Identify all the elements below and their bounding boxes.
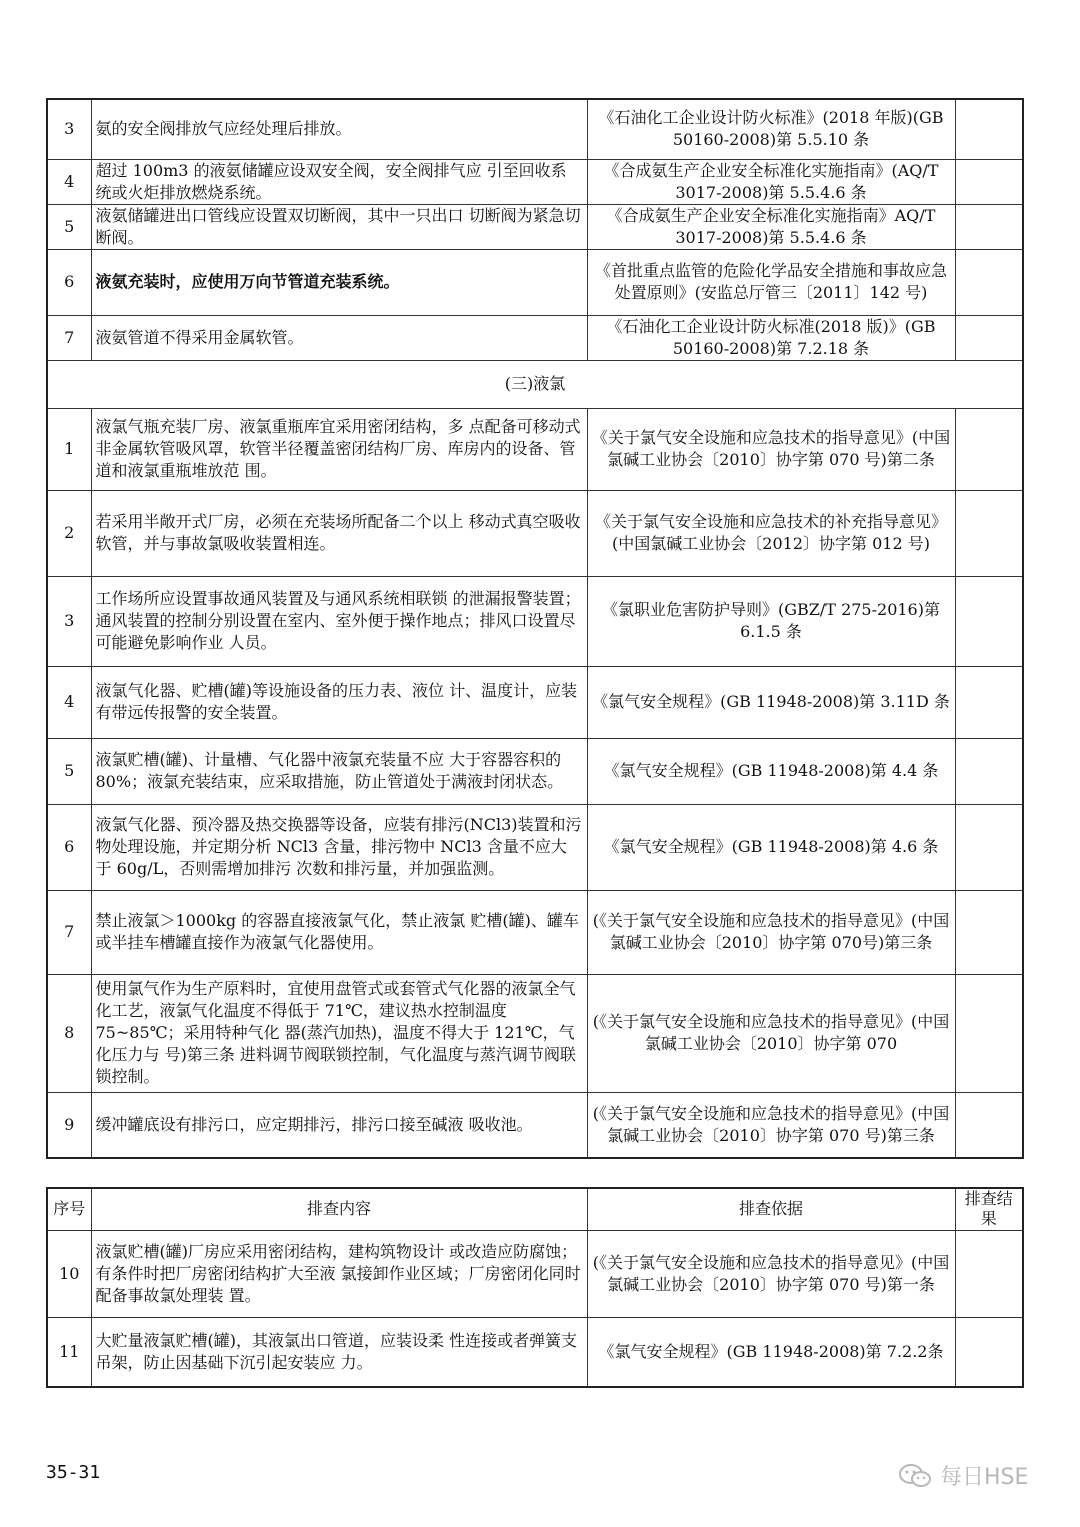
check-result bbox=[955, 159, 1023, 204]
row-number: 7 bbox=[47, 315, 91, 360]
watermark-text: 每日HSE bbox=[940, 1465, 1029, 1490]
table-row bbox=[47, 1230, 1023, 1317]
row-number: 4 bbox=[47, 666, 91, 738]
check-content: 工作场所应设置事故通风装置及与通风系统相联锁 的泄漏报警装置；通风装置的控制分别设置在室内、室外便于操作地点；排风口设置尽可能避免影响作业 人员。 bbox=[91, 576, 587, 666]
check-basis: 《氯气安全规程》(GB 11948-2008)第 3.11D 条 bbox=[587, 666, 955, 738]
check-basis: (《关于氯气安全设施和应急技术的指导意见》(中国氯碱工业协会〔2010〕协字第 070 号)第三条 bbox=[587, 1092, 955, 1158]
header-result: 排查结果 bbox=[955, 1188, 1023, 1230]
table-row bbox=[47, 408, 1023, 490]
check-result bbox=[955, 576, 1023, 666]
check-basis: (《关于氯气安全设施和应急技术的指导意见》(中国氯碱工业协会〔2010〕协字第 070 号)第一条 bbox=[587, 1230, 955, 1317]
section-row bbox=[47, 360, 1023, 408]
watermark bbox=[898, 1460, 1028, 1491]
checklist-table-upper bbox=[46, 98, 1024, 1159]
table-row bbox=[47, 666, 1023, 738]
check-result bbox=[955, 974, 1023, 1092]
header-basis: 排查依据 bbox=[587, 1188, 955, 1230]
row-number: 3 bbox=[47, 99, 91, 159]
check-content: 液氨储罐进出口管线应设置双切断阀，其中一只出口 切断阀为紧急切断阀。 bbox=[91, 204, 587, 249]
table-row bbox=[47, 315, 1023, 360]
table-row bbox=[47, 576, 1023, 666]
header-number: 序号 bbox=[47, 1188, 91, 1230]
check-content: 液氨管道不得采用金属软管。 bbox=[91, 315, 587, 360]
check-result bbox=[955, 99, 1023, 159]
table-row bbox=[47, 1092, 1023, 1158]
check-result bbox=[955, 1230, 1023, 1317]
row-number: 7 bbox=[47, 890, 91, 974]
check-content: 氨的安全阀排放气应经处理后排放。 bbox=[91, 99, 587, 159]
check-basis: 《氯气安全规程》(GB 11948-2008)第 7.2.2条 bbox=[587, 1317, 955, 1387]
row-number: 4 bbox=[47, 159, 91, 204]
table-row bbox=[47, 204, 1023, 249]
check-content: 超过 100m3 的液氨储罐应设双安全阀，安全阀排气应 引至回收系统或火炬排放燃烧系统。 bbox=[91, 159, 587, 204]
check-basis: 《氯气安全规程》(GB 11948-2008)第 4.4 条 bbox=[587, 738, 955, 804]
check-content: 使用氯气作为生产原料时，宜使用盘管式或套管式气化器的液氯全气化工艺，液氯气化温度不得低于 71℃，建议热水控制温度 75~85℃；采用特种气化 器(蒸汽加热)，温度不得大于 121℃，气化压力与 号)第三条 进料调节阀联锁控制，气化温度与蒸汽调节阀联锁控制。 bbox=[91, 974, 587, 1092]
check-content: 液氯气化器、预冷器及热交换器等设备，应装有排污(NCl3)装置和污物处理设施，并定期分析 NCl3 含量，排污物中 NCl3 含量不应大于 60g/L，否则需增加排污 次数和排污量，并加强监测。 bbox=[91, 804, 587, 890]
row-number: 5 bbox=[47, 204, 91, 249]
check-basis: 《合成氨生产企业安全标准化实施指南》(AQ/T 3017-2008)第 5.5.4.6 条 bbox=[587, 159, 955, 204]
check-basis: 《首批重点监管的危险化学品安全措施和事故应急处置原则》(安监总厅管三〔2011〕142 号) bbox=[587, 249, 955, 315]
table-row bbox=[47, 99, 1023, 159]
check-result bbox=[955, 804, 1023, 890]
table-row bbox=[47, 738, 1023, 804]
row-number: 11 bbox=[47, 1317, 91, 1387]
check-content: 液氯贮槽(罐)、计量槽、气化器中液氯充装量不应 大于容器容积的 80%；液氯充装结束，应采取措施，防止管道处于满液封闭状态。 bbox=[91, 738, 587, 804]
check-result bbox=[955, 408, 1023, 490]
check-basis: 《氯气安全规程》(GB 11948-2008)第 4.6 条 bbox=[587, 804, 955, 890]
checklist-table-lower bbox=[46, 1187, 1024, 1388]
check-result bbox=[955, 204, 1023, 249]
check-basis: 《合成氨生产企业安全标准化实施指南》AQ/T 3017-2008)第 5.5.4.6 条 bbox=[587, 204, 955, 249]
check-result bbox=[955, 738, 1023, 804]
check-result bbox=[955, 890, 1023, 974]
check-content: 液氯气化器、贮槽(罐)等设施设备的压力表、液位 计、温度计，应装有带远传报警的安全装置。 bbox=[91, 666, 587, 738]
check-content: 液氯贮槽(罐)厂房应采用密闭结构，建构筑物设计 或改造应防腐蚀；有条件时把厂房密闭结构扩大至液 氯接卸作业区域；厂房密闭化同时配备事故氯处理装 置。 bbox=[91, 1230, 587, 1317]
row-number: 1 bbox=[47, 408, 91, 490]
row-number: 8 bbox=[47, 974, 91, 1092]
table-row bbox=[47, 804, 1023, 890]
table-header-row bbox=[47, 1188, 1023, 1230]
row-number: 5 bbox=[47, 738, 91, 804]
check-basis: 《氯职业危害防护导则》(GBZ/T 275-2016)第 6.1.5 条 bbox=[587, 576, 955, 666]
check-basis: 《关于氯气安全设施和应急技术的指导意见》(中国氯碱工业协会〔2010〕协字第 070 号)第二条 bbox=[587, 408, 955, 490]
check-content: 液氯气瓶充装厂房、液氯重瓶库宜采用密闭结构，多 点配备可移动式非金属软管吸风罩，软管半径覆盖密闭结构厂房、库房内的设备、管道和液氯重瓶堆放范 围。 bbox=[91, 408, 587, 490]
wechat-icon bbox=[898, 1463, 932, 1489]
check-result bbox=[955, 1092, 1023, 1158]
check-content: 缓冲罐底设有排污口，应定期排污，排污口接至碱液 吸收池。 bbox=[91, 1092, 587, 1158]
check-basis: (《关于氯气安全设施和应急技术的指导意见》(中国氯碱工业协会〔2010〕协字第 070 bbox=[587, 974, 955, 1092]
check-result bbox=[955, 315, 1023, 360]
row-number: 10 bbox=[47, 1230, 91, 1317]
check-result bbox=[955, 666, 1023, 738]
check-basis: 《石油化工企业设计防火标准》(2018 年版)(GB 50160-2008)第 5.5.10 条 bbox=[587, 99, 955, 159]
check-basis: 《石油化工企业设计防火标准(2018 版)》(GB 50160-2008)第 7.2.18 条 bbox=[587, 315, 955, 360]
table-row bbox=[47, 490, 1023, 576]
row-number: 3 bbox=[47, 576, 91, 666]
table-row bbox=[47, 249, 1023, 315]
page-number: 35-31 bbox=[46, 1462, 101, 1483]
table-row bbox=[47, 974, 1023, 1092]
table-row bbox=[47, 890, 1023, 974]
table-row bbox=[47, 1317, 1023, 1387]
check-result bbox=[955, 1317, 1023, 1387]
check-content: 液氨充装时，应使用万向节管道充装系统。 bbox=[91, 249, 587, 315]
row-number: 6 bbox=[47, 249, 91, 315]
table-row bbox=[47, 159, 1023, 204]
check-basis: 《关于氯气安全设施和应急技术的补充指导意见》(中国氯碱工业协会〔2012〕协字第 012 号) bbox=[587, 490, 955, 576]
row-number: 2 bbox=[47, 490, 91, 576]
check-result bbox=[955, 490, 1023, 576]
check-content: 大贮量液氯贮槽(罐)，其液氯出口管道，应装设柔 性连接或者弹簧支吊架，防止因基础下沉引起安装应 力。 bbox=[91, 1317, 587, 1387]
check-content: 若采用半敞开式厂房，必须在充装场所配备二个以上 移动式真空吸收软管，并与事故氯吸收装置相连。 bbox=[91, 490, 587, 576]
check-basis: (《关于氯气安全设施和应急技术的指导意见》(中国氯碱工业协会〔2010〕协字第 070号)第三条 bbox=[587, 890, 955, 974]
row-number: 6 bbox=[47, 804, 91, 890]
section-title: (三)液氯 bbox=[47, 360, 1023, 408]
row-number: 9 bbox=[47, 1092, 91, 1158]
check-result bbox=[955, 249, 1023, 315]
check-content: 禁止液氯＞1000kg 的容器直接液氯气化，禁止液氯 贮槽(罐)、罐车或半挂车槽罐直接作为液氯气化器使用。 bbox=[91, 890, 587, 974]
header-content: 排查内容 bbox=[91, 1188, 587, 1230]
